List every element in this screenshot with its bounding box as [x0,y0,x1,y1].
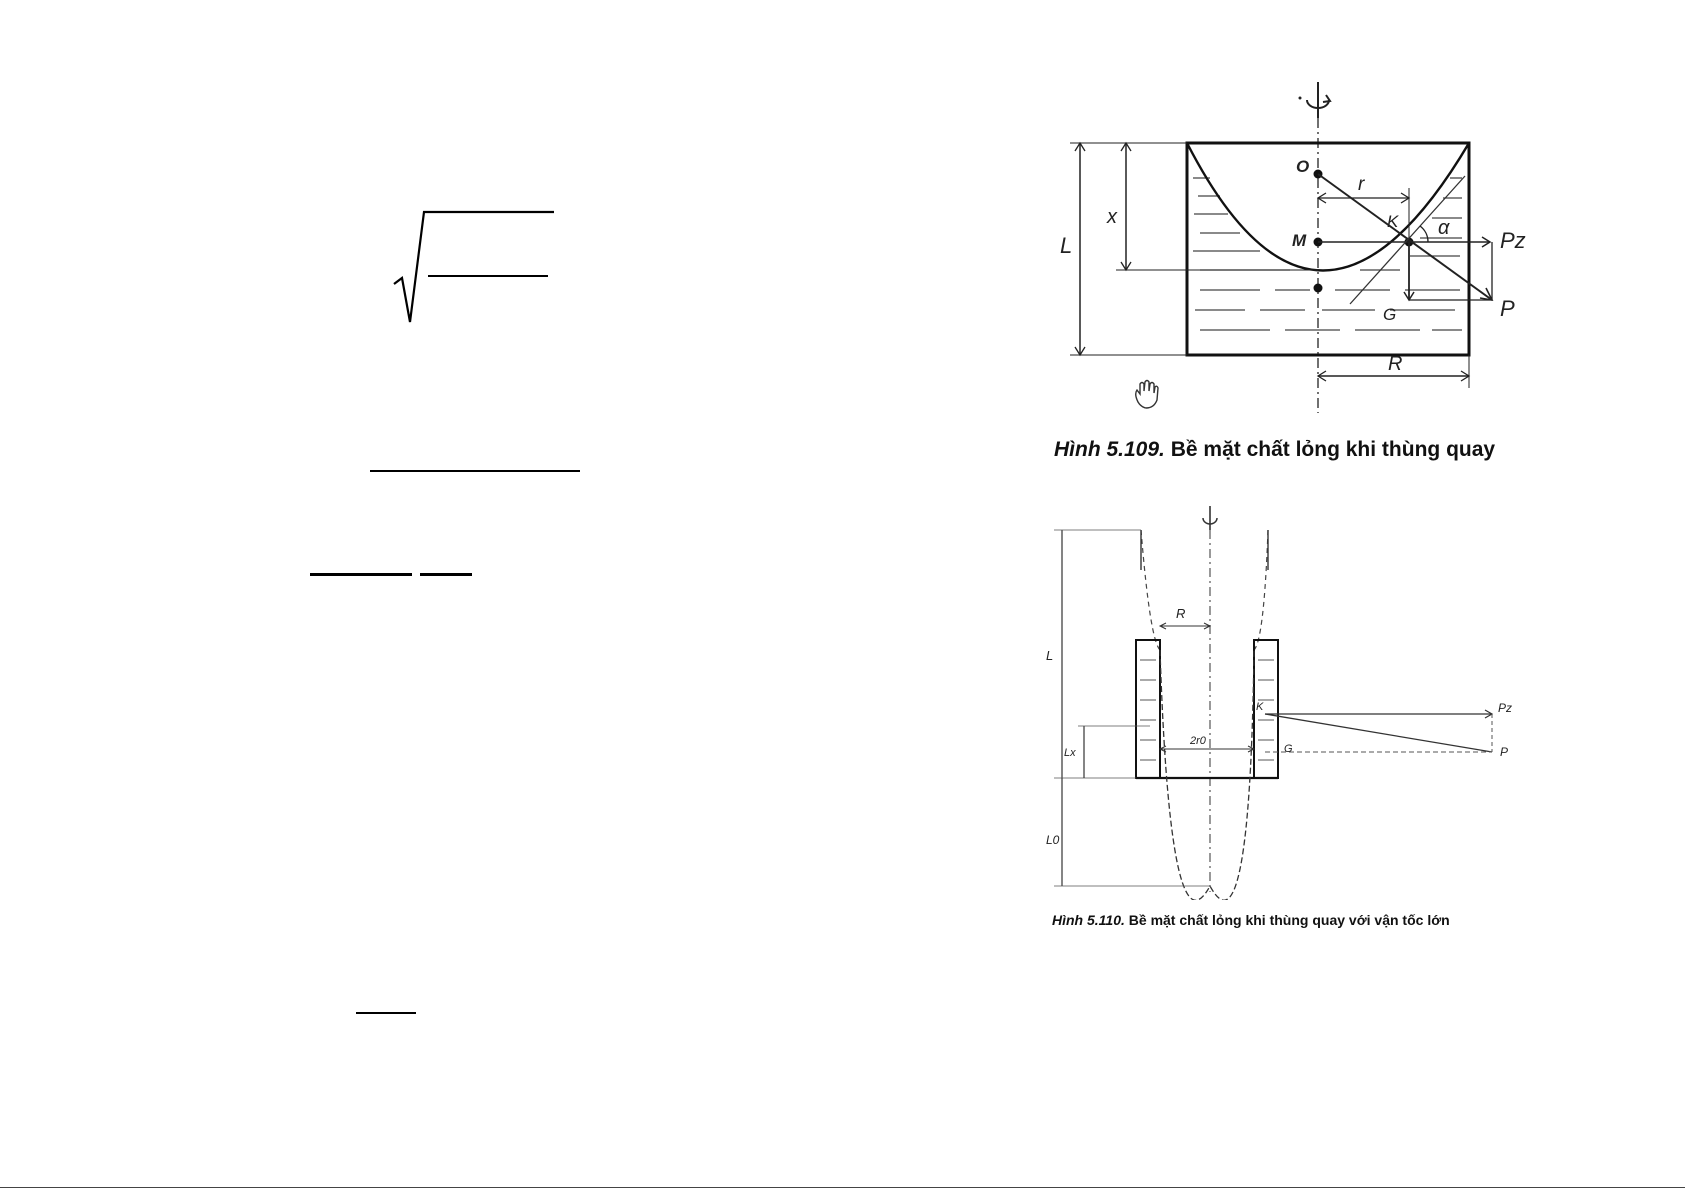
sqrt-radical [392,206,562,328]
label-K: K [1256,701,1264,713]
label-Lx: Lx [1064,747,1076,759]
caption-number: Hình 5.109. [1054,438,1165,461]
caption-number: Hình 5.110. [1052,912,1125,928]
figure-5-110-caption [1052,912,1450,928]
label-P: P [1500,745,1509,759]
label-O: O [1296,157,1310,176]
figure-5-109-caption [1054,438,1495,462]
page-bottom-rule [0,1187,1685,1188]
label-K: K [1387,212,1399,231]
fraction-bar [310,573,412,576]
figure-5-109 [1060,78,1530,423]
label-G: G [1284,743,1293,755]
fraction-bar [420,573,472,576]
label-G: G [1383,305,1397,324]
figure-5-110 [1040,500,1530,900]
label-R: R [1176,606,1186,621]
label-x: x [1107,206,1117,228]
label-Pz: Pz [1498,701,1513,715]
label-M: M [1292,231,1307,250]
rotation-icon [1203,506,1217,530]
hand-icon [1136,381,1158,409]
fraction-bar [356,1012,416,1014]
label-L0: L0 [1046,833,1060,847]
label-R: R [1388,353,1403,375]
label-Pz: Pz [1500,228,1526,253]
fraction-bar [370,470,580,472]
caption-text: Bề mặt chất lỏng khi thùng quay với vận tốc lớn [1124,912,1450,928]
label-L: L [1046,648,1054,663]
label-alpha: α [1438,217,1450,239]
caption-text: Bề mặt chất lỏng khi thùng quay [1164,438,1496,461]
label-r: r [1358,174,1365,195]
label-L: L [1060,233,1073,258]
label-2r0: 2r0 [1190,735,1206,747]
rotation-icon [1299,82,1331,118]
label-P: P [1500,296,1515,321]
